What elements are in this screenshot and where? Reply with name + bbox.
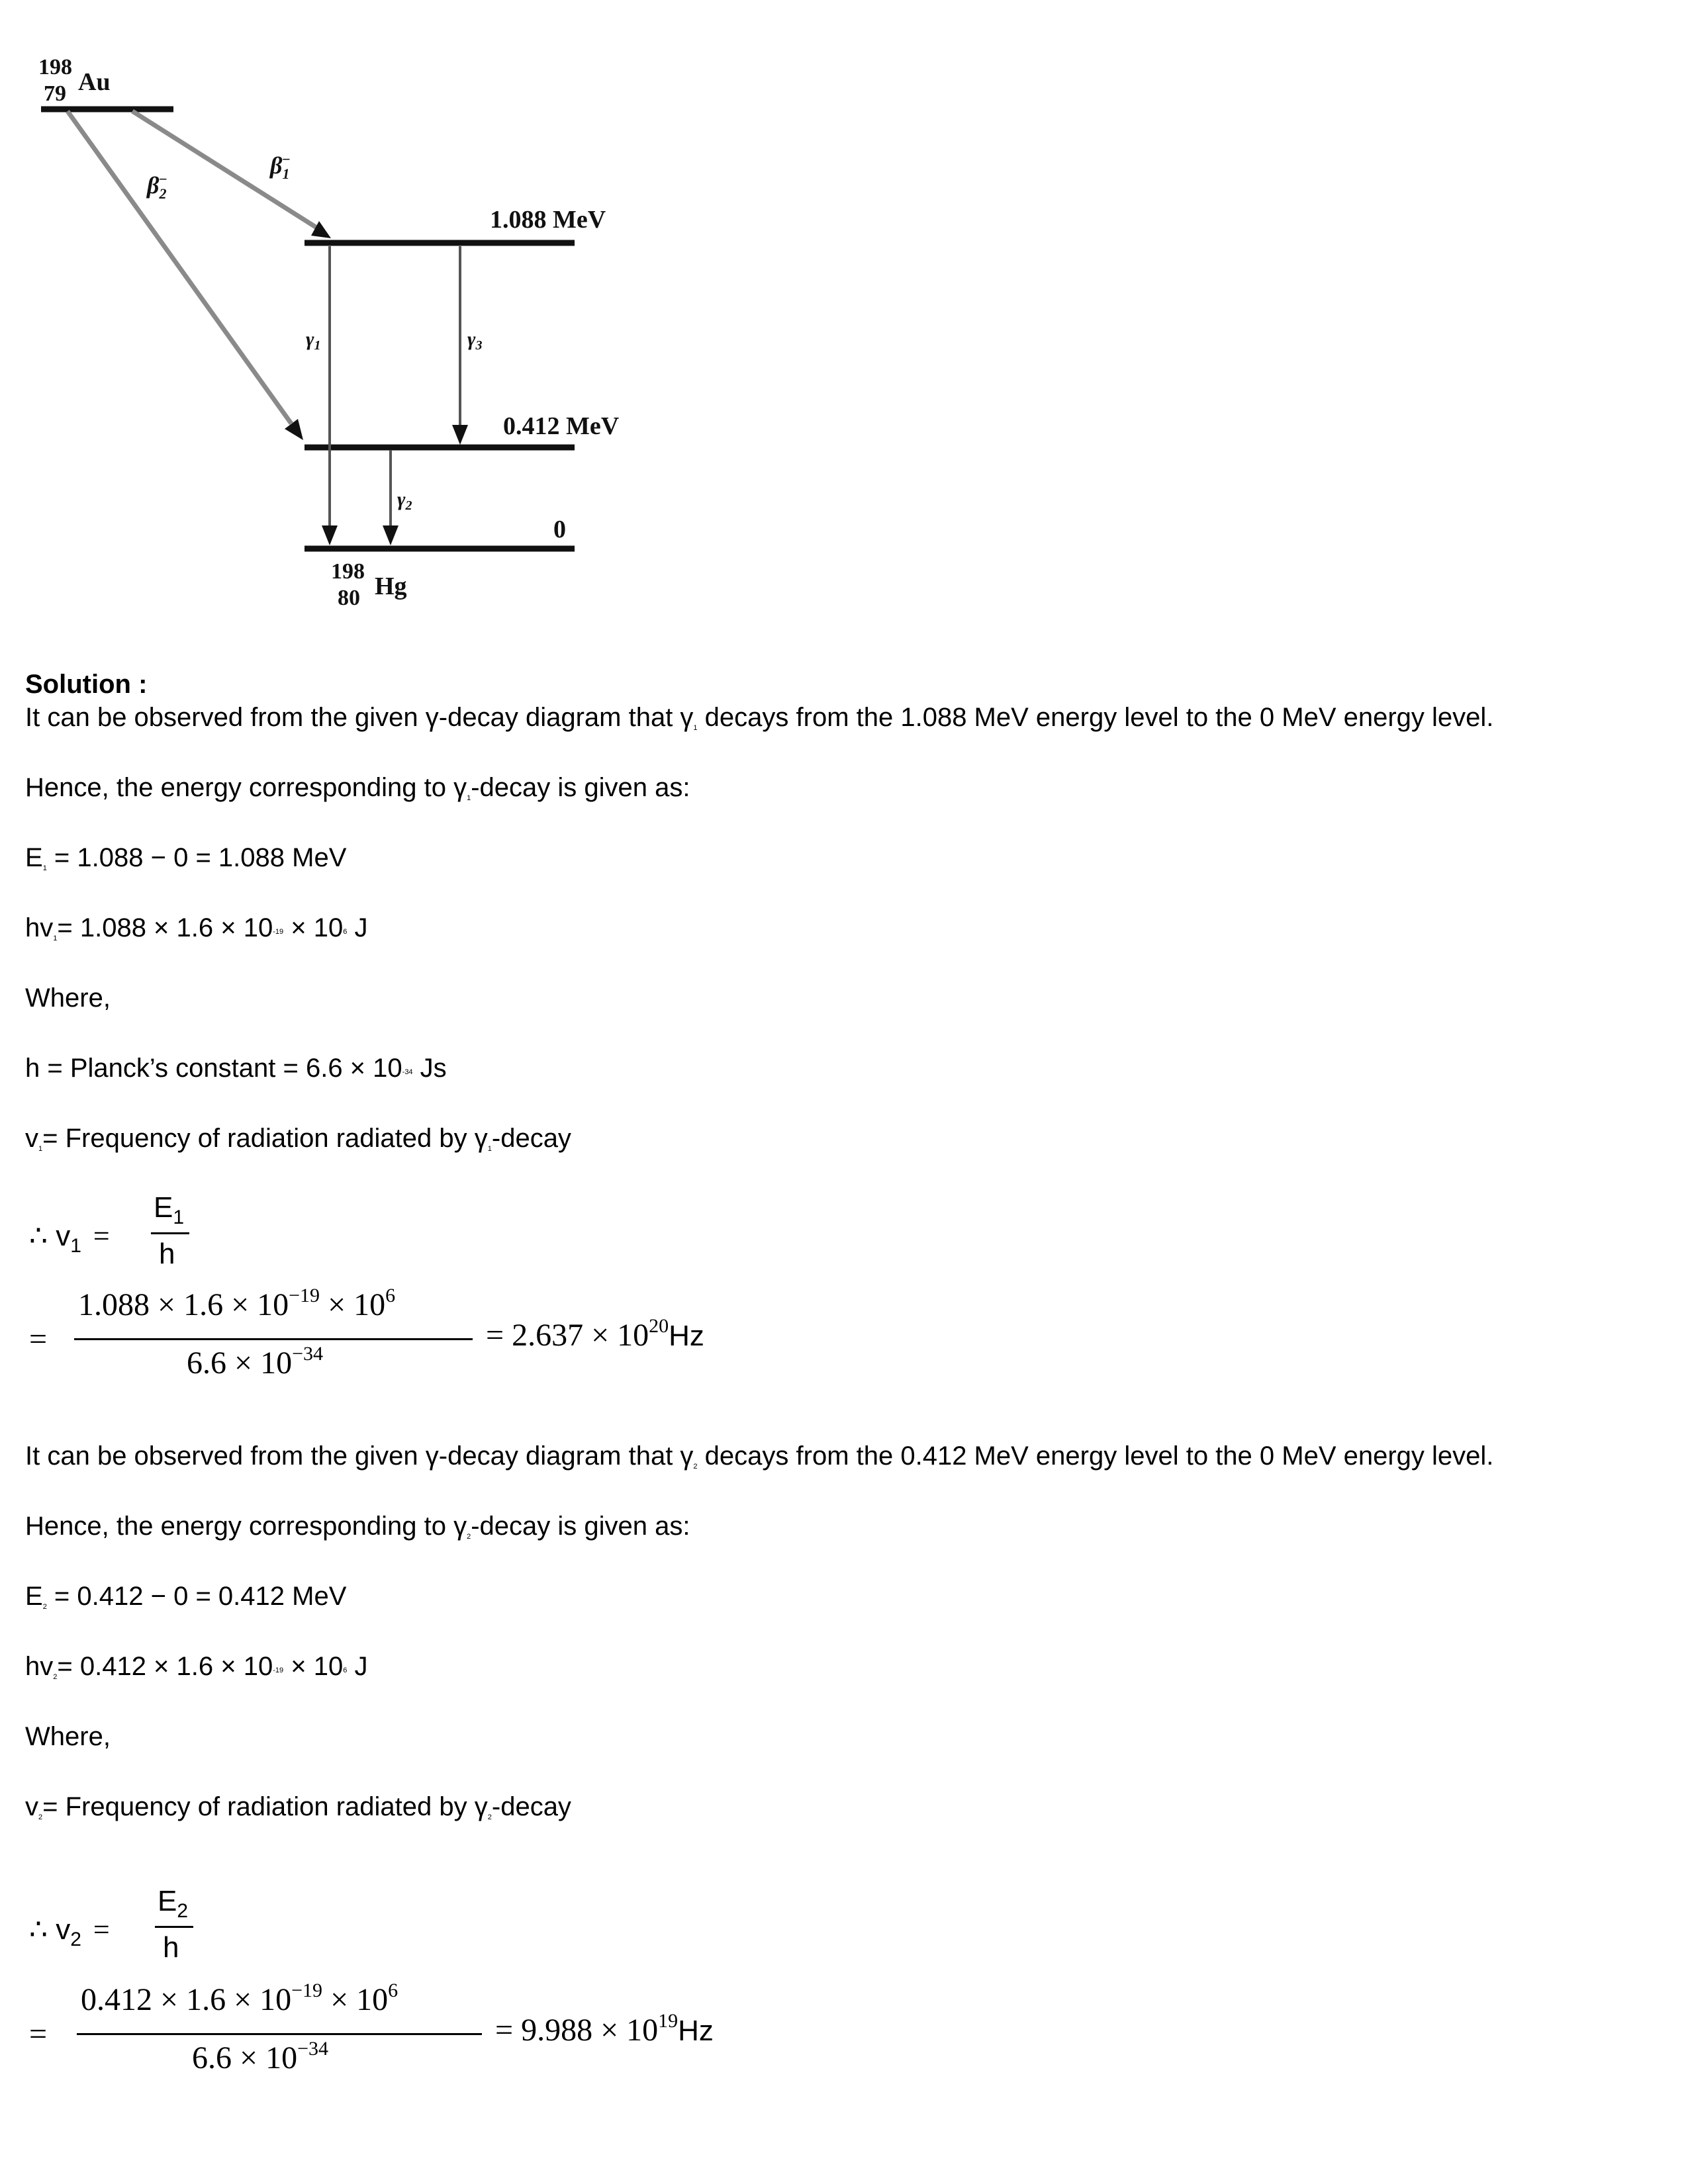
beta1-line	[132, 111, 318, 228]
eq1-numerator: $1.088 \times 1.6 \times 10^{-19} \times 10^6$	[78, 1285, 396, 1322]
level-1088-label: 1.088 MeV	[490, 206, 606, 234]
eq2-frac-den: h	[163, 1931, 179, 1964]
paragraph-3: It can be observed from the given γ-decay diagram that γ2 decays from the 0.412 MeV energy level to the 0 MeV energy level.	[25, 1441, 1494, 1471]
eq2-denominator: $6.6 \times 10^{-34}$	[192, 2038, 328, 2075]
daughter-symbol: Hg	[375, 572, 407, 600]
gamma2-label: $\gamma_2$	[397, 488, 412, 513]
parent-mass: 198	[38, 55, 72, 79]
v2-definition: v2= Frequency of radiation radiated by γ2-decay	[25, 1792, 571, 1821]
daughter-atomic: 80	[338, 586, 360, 610]
level-ground-label: 0	[553, 516, 566, 543]
eq1-frac-bar	[151, 1232, 189, 1234]
paragraph-4: Hence, the energy corresponding to γ2-decay is given as:	[25, 1512, 690, 1541]
hv2-line: hv2= 0.412 × 1.6 × 10-19 × 106 J	[25, 1652, 368, 1681]
eq1-frac-num: $E_1$	[154, 1191, 185, 1228]
where-2: Where,	[25, 1722, 111, 1751]
eq1-lhs: ∴ $v_1$ =	[29, 1220, 110, 1257]
where-1: Where,	[25, 983, 111, 1013]
parent-symbol: Au	[78, 68, 111, 96]
gamma3-label: $\gamma_3$	[467, 328, 483, 353]
eq1-result: = $2.637 \times 10^{20}Hz$	[486, 1315, 704, 1353]
eq2-frac-num: $E_2$	[158, 1885, 189, 1922]
gamma1-arrowhead	[322, 525, 338, 545]
beta2-line	[68, 111, 291, 424]
beta1-label: $\beta_1-$	[270, 151, 291, 182]
paragraph-1: It can be observed from the given γ-decay diagram that γ1 decays from the 1.088 MeV energy level to the 0 MeV energy level.	[25, 703, 1494, 732]
energy-1-line: E1 = 1.088 − 0 = 1.088 MeV	[25, 843, 347, 872]
eq1-fraction-bar	[74, 1338, 473, 1340]
hv1-line: hv1= 1.088 × 1.6 × 10-19 × 106 J	[25, 913, 368, 942]
eq1-denominator: $6.6 \times 10^{-34}$	[187, 1343, 323, 1381]
eq1-eq2: =	[29, 1322, 48, 1357]
solution-heading: Solution :	[25, 670, 148, 699]
gamma1-label: $\gamma_1$	[306, 328, 321, 353]
eq2-lhs: ∴ $v_2$ =	[29, 1913, 110, 1950]
gamma3-arrowhead	[452, 425, 468, 445]
parent-atomic: 79	[44, 81, 66, 106]
beta2-label: $\beta_2-$	[147, 171, 167, 202]
daughter-mass: 198	[331, 559, 365, 584]
eq2-fraction-bar	[77, 2033, 482, 2035]
energy-2-line: E2 = 0.412 − 0 = 0.412 MeV	[25, 1582, 347, 1611]
decay-diagram	[0, 0, 662, 635]
eq2-eq2: =	[29, 2017, 48, 2052]
paragraph-2: Hence, the energy corresponding to γ1-decay is given as:	[25, 773, 690, 802]
eq2-numerator: $0.412 \times 1.6 \times 10^{-19} \times 10^6$	[81, 1979, 399, 2017]
gamma2-arrowhead	[383, 525, 399, 545]
v1-definition: v1= Frequency of radiation radiated by γ1-decay	[25, 1124, 571, 1153]
eq2-frac-bar	[155, 1926, 193, 1928]
eq2-result: = $9.988 \times 10^{19}Hz$	[495, 2010, 714, 2048]
eq1-frac-den: h	[159, 1238, 175, 1270]
planck-line: h = Planck’s constant = 6.6 × 10-34 Js	[25, 1054, 447, 1083]
level-0412-label: 0.412 MeV	[503, 412, 620, 440]
